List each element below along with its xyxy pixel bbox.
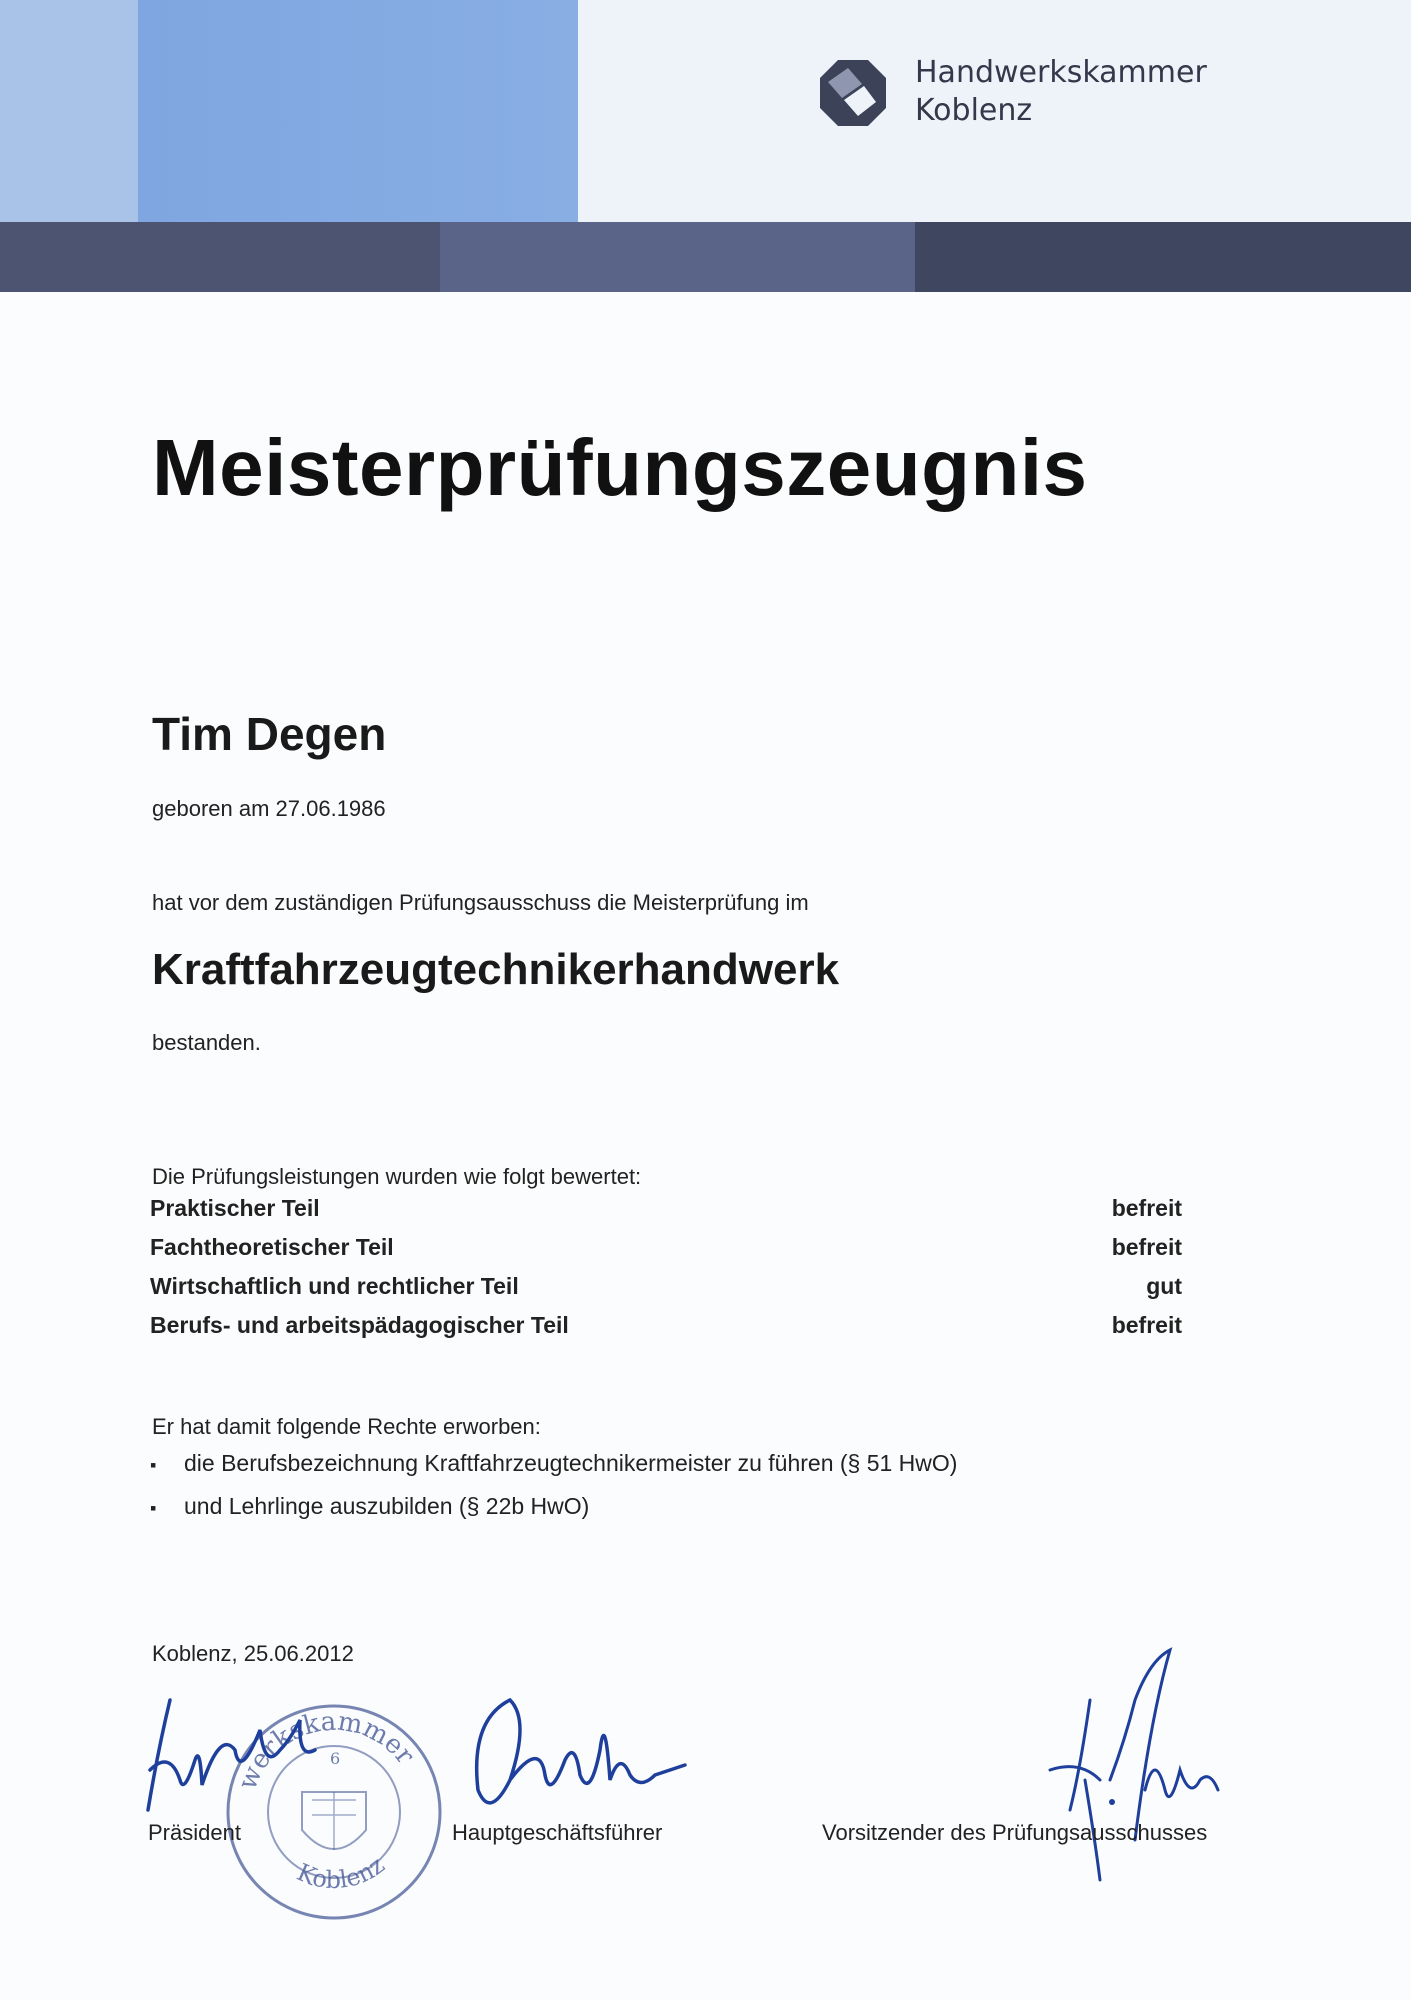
org-line-1: Handwerkskammer <box>915 55 1207 90</box>
bullet-icon: ▪ <box>150 1498 157 1518</box>
committee-chair-label: Vorsitzender des Prüfungsausschusses <box>822 1820 1208 1845</box>
list-item <box>150 1450 957 1493</box>
handwerkskammer-logo-icon <box>818 58 888 128</box>
list-item <box>150 1493 957 1536</box>
grade-part: Berufs- und arbeitspädagogischer Teil <box>150 1312 569 1338</box>
grade-row <box>150 1195 1182 1234</box>
right-text: und Lehrlinge auszubilden (§ 22b HwO) <box>184 1493 590 1519</box>
intro-text: hat vor dem zuständigen Prüfungsausschuss die Meisterprüfung im <box>152 890 809 915</box>
craft-title: Kraftfahrzeugtechnikerhandwerk <box>152 945 840 994</box>
seal-bottom-text: Koblenz <box>292 1850 390 1895</box>
header-bar-segment <box>440 222 915 292</box>
grade-row <box>150 1273 1182 1312</box>
passed-text: bestanden. <box>152 1030 261 1055</box>
managing-director-signature <box>450 1680 700 1830</box>
grade-result: befreit <box>1111 1234 1182 1260</box>
seal-number: 6 <box>330 1749 341 1768</box>
header-bar-segment-dark <box>915 222 1411 292</box>
grade-part: Fachtheoretischer Teil <box>150 1234 394 1260</box>
grade-result: gut <box>1146 1273 1182 1299</box>
svg-text:Koblenz <box>293 1851 390 1894</box>
grades-table <box>150 1195 1182 1351</box>
grade-row <box>150 1234 1182 1273</box>
grade-result: befreit <box>1111 1312 1182 1338</box>
organization-name <box>915 54 1207 130</box>
place-date: Koblenz, 25.06.2012 <box>152 1641 354 1666</box>
grades-intro: Die Prüfungsleistungen wurden wie folgt bewertet: <box>152 1164 642 1189</box>
holder-name: Tim Degen <box>152 708 387 760</box>
rights-intro: Er hat damit folgende Rechte erworben: <box>152 1414 541 1439</box>
header-panel-blue <box>138 0 578 222</box>
committee-chair-signature <box>1040 1640 1270 1890</box>
president-signature <box>140 1690 340 1830</box>
birth-date: geboren am 27.06.1986 <box>152 796 386 821</box>
president-label: Präsident <box>148 1820 241 1845</box>
rights-list <box>150 1450 957 1536</box>
bullet-icon: ▪ <box>150 1455 157 1475</box>
grade-row <box>150 1312 1182 1351</box>
grade-part: Praktischer Teil <box>150 1195 320 1221</box>
managing-director-label: Hauptgeschäftsführer <box>452 1820 663 1845</box>
header-panel-light <box>0 0 138 222</box>
grade-result: befreit <box>1111 1195 1182 1221</box>
document-title: Meisterprüfungszeugnis <box>152 423 1088 512</box>
grade-part: Wirtschaftlich und rechtlicher Teil <box>150 1273 519 1299</box>
seal-top-text: werkskammer <box>232 1706 420 1795</box>
right-text: die Berufsbezeichnung Kraftfahrzeugtechnikermeister zu führen (§ 51 HwO) <box>184 1450 958 1476</box>
org-line-2: Koblenz <box>915 93 1033 128</box>
